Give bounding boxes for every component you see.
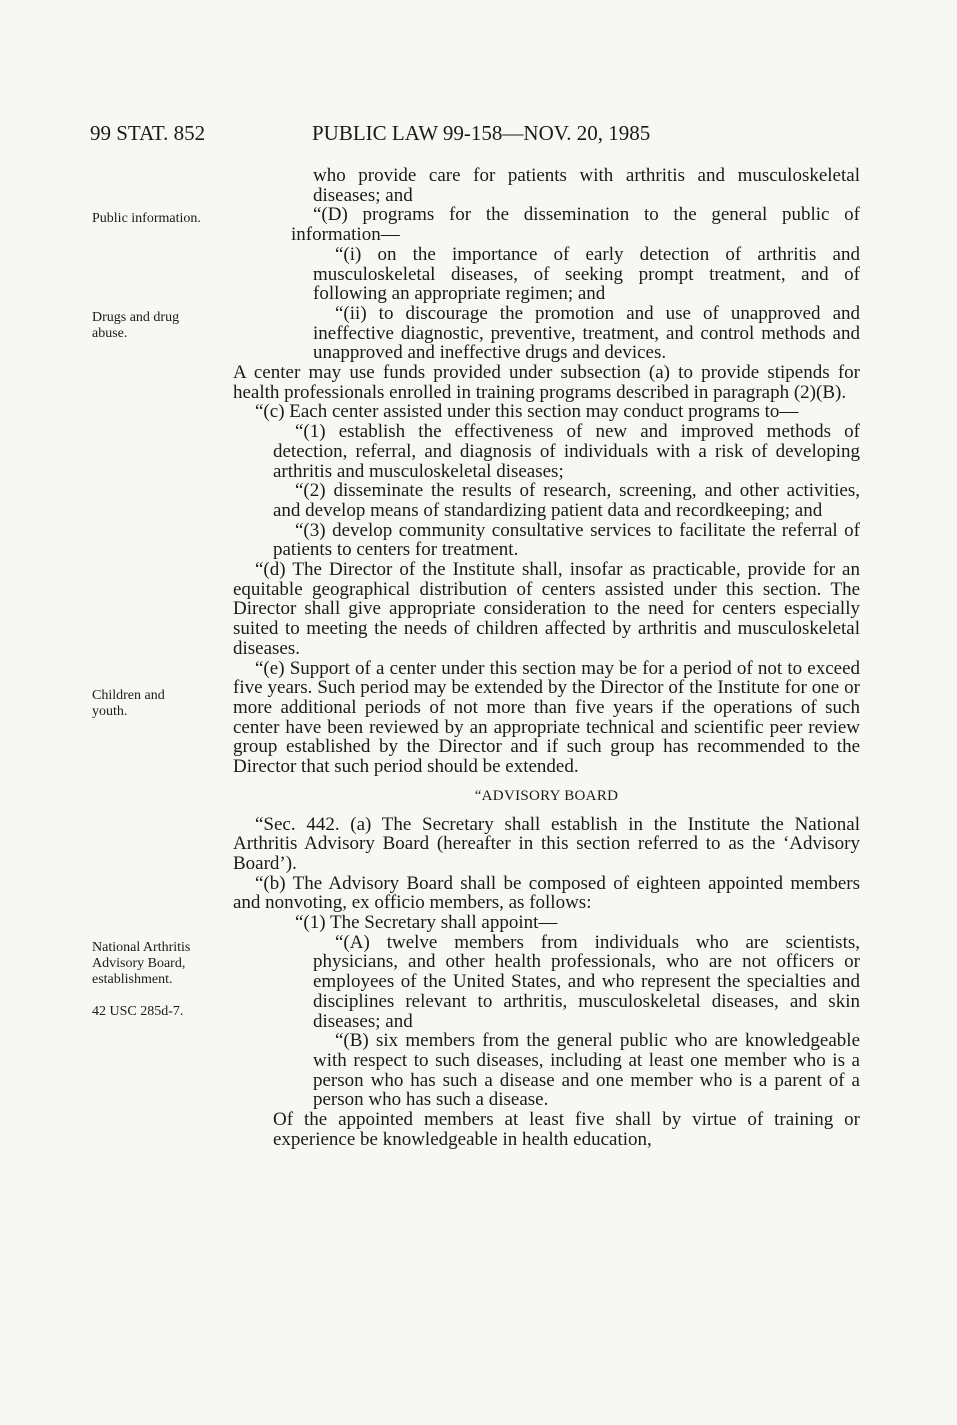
- paragraph: “(1) The Secretary shall appoint—: [295, 912, 558, 934]
- paragraph: Of the appointed members at least five shall by virtue of training or experience be knowledgeable in health education,: [273, 1109, 860, 1150]
- margin-note-public-information: Public information.: [92, 211, 201, 226]
- margin-note-usc: 42 USC 285d-7.: [92, 1004, 184, 1019]
- running-head: PUBLIC LAW 99-158—NOV. 20, 1985: [312, 121, 651, 145]
- margin-note-advisory-board: National Arthritis Advisory Board, establishment.: [92, 940, 191, 987]
- section-heading: “ADVISORY BOARD: [474, 787, 619, 804]
- paragraph: “(B) six members from the general public who are knowledgeable with respect to such diseases, including at least one member who is a person who has such a disease and one member who is a parent of a person who has such a disease.: [313, 1030, 860, 1111]
- margin-note-drugs: Drugs and drug abuse.: [92, 310, 180, 341]
- paragraph: “Sec. 442. (a) The Secretary shall establish in the Institute the National Arthritis Advisory Board (hereafter in this section referred to as the ‘Advisory Board’).: [233, 813, 860, 874]
- paragraph: “(d) The Director of the Institute shall, insofar as practicable, provide for an equitable geographical distribution of centers assisted under this section. The Director shall give appropriate consideration to the need for centers especially suited to meeting the needs of children affected by arthritis and musculoskeletal diseases.: [233, 559, 860, 659]
- paragraph: “(ii) to discourage the promotion and use of unapproved and ineffective diagnostic, preventive, treatment, and control methods and unapproved and ineffective drugs and devices.: [313, 302, 860, 364]
- paragraph: “(i) on the importance of early detection of arthritis and musculoskeletal diseases, of seeking prompt treatment, and of following an appropriate regimen; and: [313, 243, 860, 305]
- paragraph: “(1) establish the effectiveness of new and improved methods of detection, referral, and diagnosis of individuals with a risk of developing arthritis and musculoskeletal diseases;: [273, 421, 860, 482]
- paragraph: “(c) Each center assisted under this section may conduct programs to—: [255, 401, 799, 423]
- paragraph: A center may use funds provided under subsection (a) to provide stipends for health professionals enrolled in training programs described in paragraph (2)(B).: [233, 362, 860, 403]
- page-citation: 99 STAT. 852: [90, 121, 206, 145]
- paragraph: “(A) twelve members from individuals who are scientists, physicians, and other health professionals, who are not officers or employees of the United States, and who represent the specialties and disciplines relevant to arthritis, musculoskeletal diseases, and skin diseases; and: [313, 931, 860, 1032]
- paragraph: “(D) programs for the dissemination to the general public of information—: [291, 204, 860, 246]
- paragraph: “(e) Support of a center under this section may be for a period of not to exceed five years. Such period may be extended by the Director of the Institute for one or more additional periods of not more than five years if the operations of such center have been reviewed by an appropriate technical and scientific peer review group established by the Director and if such group has recommended to the Director that such period should be extended.: [233, 657, 860, 778]
- paragraph: “(b) The Advisory Board shall be composed of eighteen appointed members and nonvoting, ex officio members, as follows:: [233, 872, 860, 914]
- body-text: [233, 166, 860, 1149]
- paragraph: who provide care for patients with arthritis and musculoskeletal diseases; and: [313, 165, 860, 206]
- paragraph: “(3) develop community consultative services to facilitate the referral of patients to centers for treatment.: [273, 519, 860, 561]
- paragraph: “(2) disseminate the results of research, screening, and other activities, and develop means of standardizing patient data and recordkeeping; and: [273, 480, 860, 521]
- margin-note-children: Children and youth.: [92, 688, 165, 719]
